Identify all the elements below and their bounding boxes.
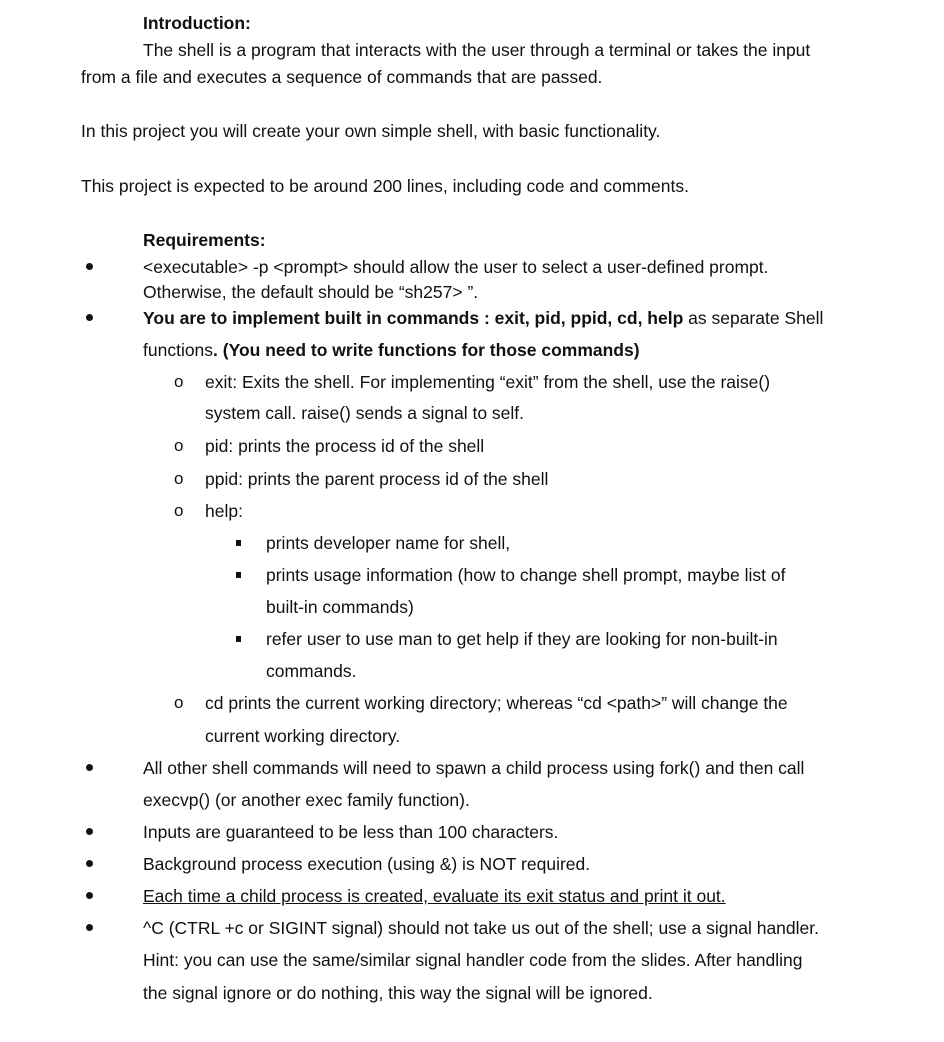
help-line: help: bbox=[205, 501, 243, 521]
bullet-icon bbox=[86, 924, 93, 931]
circle-bullet-icon: o bbox=[174, 469, 184, 488]
circle-bullet-icon: o bbox=[174, 501, 184, 520]
bullet-icon bbox=[86, 860, 93, 867]
sigint-line-1: ^C (CTRL +c or SIGINT signal) should not take us out of the shell; use a signal handler. bbox=[143, 918, 819, 938]
circle-bullet-icon: o bbox=[174, 436, 184, 455]
intro-heading: Introduction: bbox=[143, 13, 251, 33]
inputs-line: Inputs are guaranteed to be less than 100 characters. bbox=[143, 822, 559, 842]
requirements-heading: Requirements: bbox=[143, 230, 266, 250]
builtin-functions-text: functions bbox=[143, 340, 214, 360]
background-line: Background process execution (using &) is NOT required. bbox=[143, 854, 591, 874]
square-bullet-icon bbox=[236, 572, 241, 578]
prompt-line-1: <executable> -p <prompt> should allow the user to select a user-defined prompt. bbox=[143, 257, 769, 277]
fork-line-2: execvp() (or another exec family function). bbox=[143, 790, 470, 810]
intro-line-2: from a file and executes a sequence of commands that are passed. bbox=[81, 67, 603, 87]
intro-paragraph-2: In this project you will create your own simple shell, with basic functionality. bbox=[81, 121, 661, 141]
builtin-line-2 bbox=[143, 339, 640, 361]
bullet-icon bbox=[86, 828, 93, 835]
ppid-line: ppid: prints the parent process id of the shell bbox=[205, 469, 549, 489]
circle-bullet-icon: o bbox=[174, 693, 184, 712]
cd-line-2: current working directory. bbox=[205, 726, 401, 746]
builtin-note-text: . (You need to write functions for those commands) bbox=[213, 340, 640, 360]
help-usage-line-1: prints usage information (how to change shell prompt, maybe list of bbox=[266, 565, 786, 585]
sigint-line-3: the signal ignore or do nothing, this way the signal will be ignored. bbox=[143, 983, 653, 1003]
bullet-icon bbox=[86, 314, 93, 321]
square-bullet-icon bbox=[236, 540, 241, 546]
pid-line: pid: prints the process id of the shell bbox=[205, 436, 485, 456]
builtin-bold-text: You are to implement built in commands : exit, pid, ppid, cd, help bbox=[143, 308, 684, 328]
help-usage-line-2: built-in commands) bbox=[266, 597, 414, 617]
bullet-icon bbox=[86, 764, 93, 771]
exit-line-2: system call. raise() sends a signal to self. bbox=[205, 403, 525, 423]
cd-line-1: cd prints the current working directory; whereas “cd <path>” will change the bbox=[205, 693, 788, 713]
intro-paragraph-3: This project is expected to be around 200 lines, including code and comments. bbox=[81, 176, 689, 196]
square-bullet-icon bbox=[236, 636, 241, 642]
builtin-line-1 bbox=[143, 307, 823, 329]
help-man-line-2: commands. bbox=[266, 661, 357, 681]
intro-line-1: The shell is a program that interacts with the user through a terminal or takes the input bbox=[143, 40, 811, 60]
sigint-line-2: Hint: you can use the same/similar signal handler code from the slides. After handling bbox=[143, 950, 803, 970]
bullet-icon bbox=[86, 892, 93, 899]
circle-bullet-icon: o bbox=[174, 372, 184, 391]
bullet-icon bbox=[86, 263, 93, 270]
exit-line-1: exit: Exits the shell. For implementing “exit” from the shell, use the raise() bbox=[205, 372, 771, 392]
help-man-line-1: refer user to use man to get help if they are looking for non-built-in bbox=[266, 629, 778, 649]
fork-line-1: All other shell commands will need to spawn a child process using fork() and then call bbox=[143, 758, 805, 778]
builtin-rest-text: as separate Shell bbox=[683, 308, 824, 328]
help-dev-line: prints developer name for shell, bbox=[266, 533, 511, 553]
exit-status-line: Each time a child process is created, evaluate its exit status and print it out. bbox=[143, 886, 726, 906]
prompt-line-2: Otherwise, the default should be “sh257> ”. bbox=[143, 282, 479, 302]
